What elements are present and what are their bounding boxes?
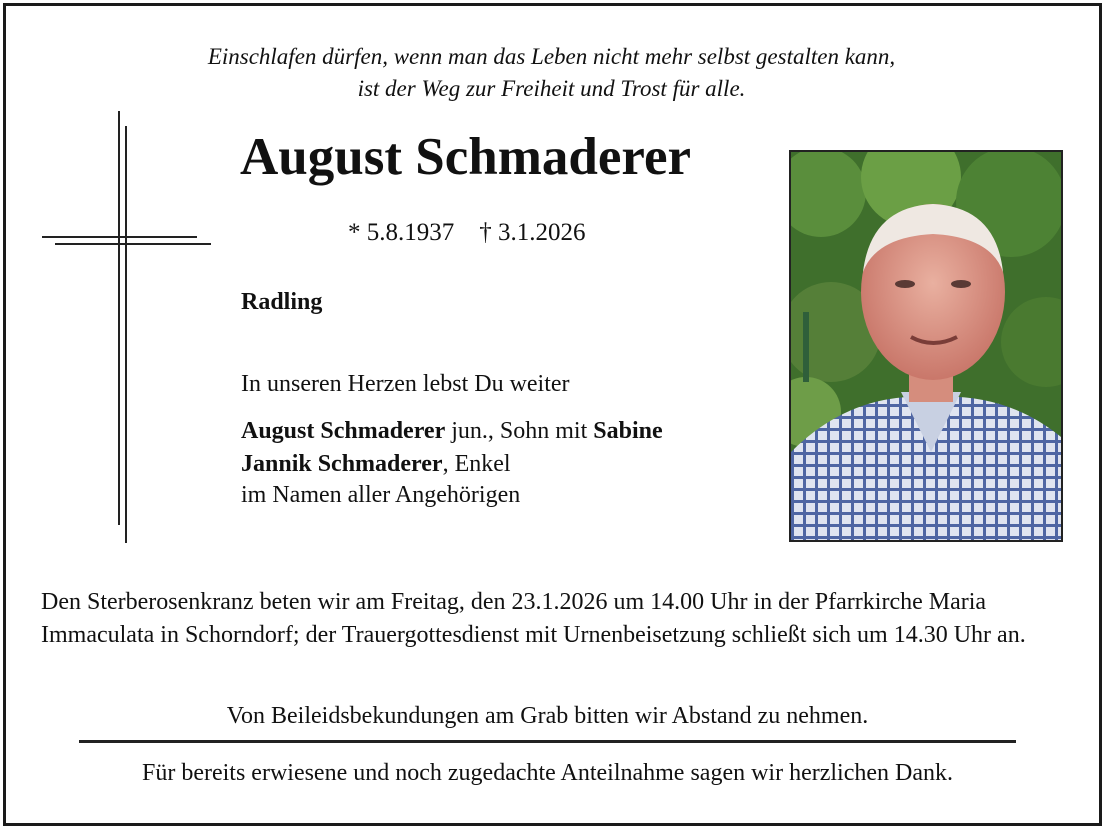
deceased-name: August Schmaderer: [240, 128, 691, 186]
mourner-line: Jannik Schmaderer, Enkel: [241, 451, 511, 477]
tribute-line: In unseren Herzen lebst Du weiter: [241, 371, 570, 397]
condolence-note: Von Beileidsbekundungen am Grab bitten wir Abstand zu nehmen.: [226, 703, 869, 729]
life-dates: * 5.8.1937 † 3.1.2026: [348, 219, 586, 246]
mourner-line: August Schmaderer jun., Sohn mit Sabine: [241, 418, 663, 444]
motto-line-1: Einschlafen dürfen, wenn man das Leben nicht mehr selbst gestalten kann,: [207, 44, 896, 69]
service-announcement: Den Sterberosenkranz beten wir am Freitag, den 23.1.2026 um 14.00 Uhr in der Pfarrkirche Maria Immaculata in Schorndorf; der Trauergottesdienst mit Urnenbeisetzung schließt sich um 14.30 Uhr an.: [41, 589, 1026, 648]
mourner-line: im Namen aller Angehörigen: [241, 482, 521, 508]
thanks-line: Für bereits erwiesene und noch zugedachte Anteilnahme sagen wir herzlichen Dank.: [141, 760, 954, 786]
portrait-photo: [789, 150, 1063, 542]
motto-line-2: ist der Weg zur Freiheit und Trost für alle.: [357, 76, 746, 101]
divider-rule: [79, 740, 1016, 743]
deceased-place: Radling: [241, 289, 323, 315]
